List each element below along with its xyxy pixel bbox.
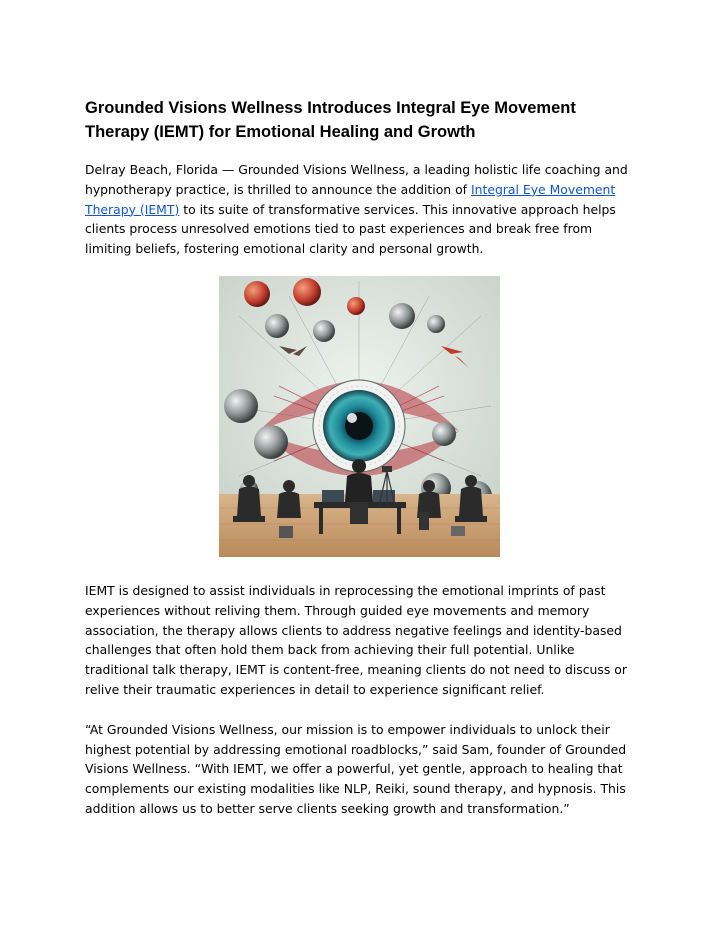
article-title: Grounded Visions Wellness Introduces Integral Eye Movement Therapy (IEMT) for Emotional Healing and Growth: [85, 99, 576, 141]
paragraph-founder-quote: “At Grounded Visions Wellness, our mission is to empower individuals to unlock their highest potential by addressing emotional roadblocks,” said Sam, founder of Grounded Visions Wellness. “With IEMT, we offer a powerful, yet gentle, approach to healing that complements our existing modalities like NLP, Reiki, sound therapy, and hypnosis. This addition allows us to better serve clients seeking growth and transformation.”: [85, 721, 627, 816]
intro-text-after-link: to its suite of transformative services. This innovative approach helps clients process unresolved emotions tied to past experiences and break free from limiting beliefs, fostering emotional clarity and personal growth.: [85, 201, 616, 257]
document-page: [85, 96, 640, 819]
iemt-link[interactable]: Integral Eye Movement Therapy (IEMT): [85, 181, 616, 217]
iemt-illustration: [219, 276, 500, 557]
iemt-illustration-art: [219, 276, 500, 557]
paragraph-iemt-description: IEMT is designed to assist individuals in reprocessing the emotional imprints of past experiences without reliving them. Through guided eye movements and memory association, the therapy allows clients to address negative feelings and identity-based challenges that often hold them back from achieving their full potential. Unlike traditional talk therapy, IEMT is content-free, meaning clients do not need to discuss or relive their traumatic experiences in detail to experience significant relief.: [85, 582, 627, 697]
intro-text-before-link: Delray Beach, Florida — Grounded Visions Wellness, a leading holistic life coaching and hypnotherapy practice, is thrilled to announce the addition of: [85, 162, 628, 197]
intro-paragraph: [85, 160, 640, 259]
